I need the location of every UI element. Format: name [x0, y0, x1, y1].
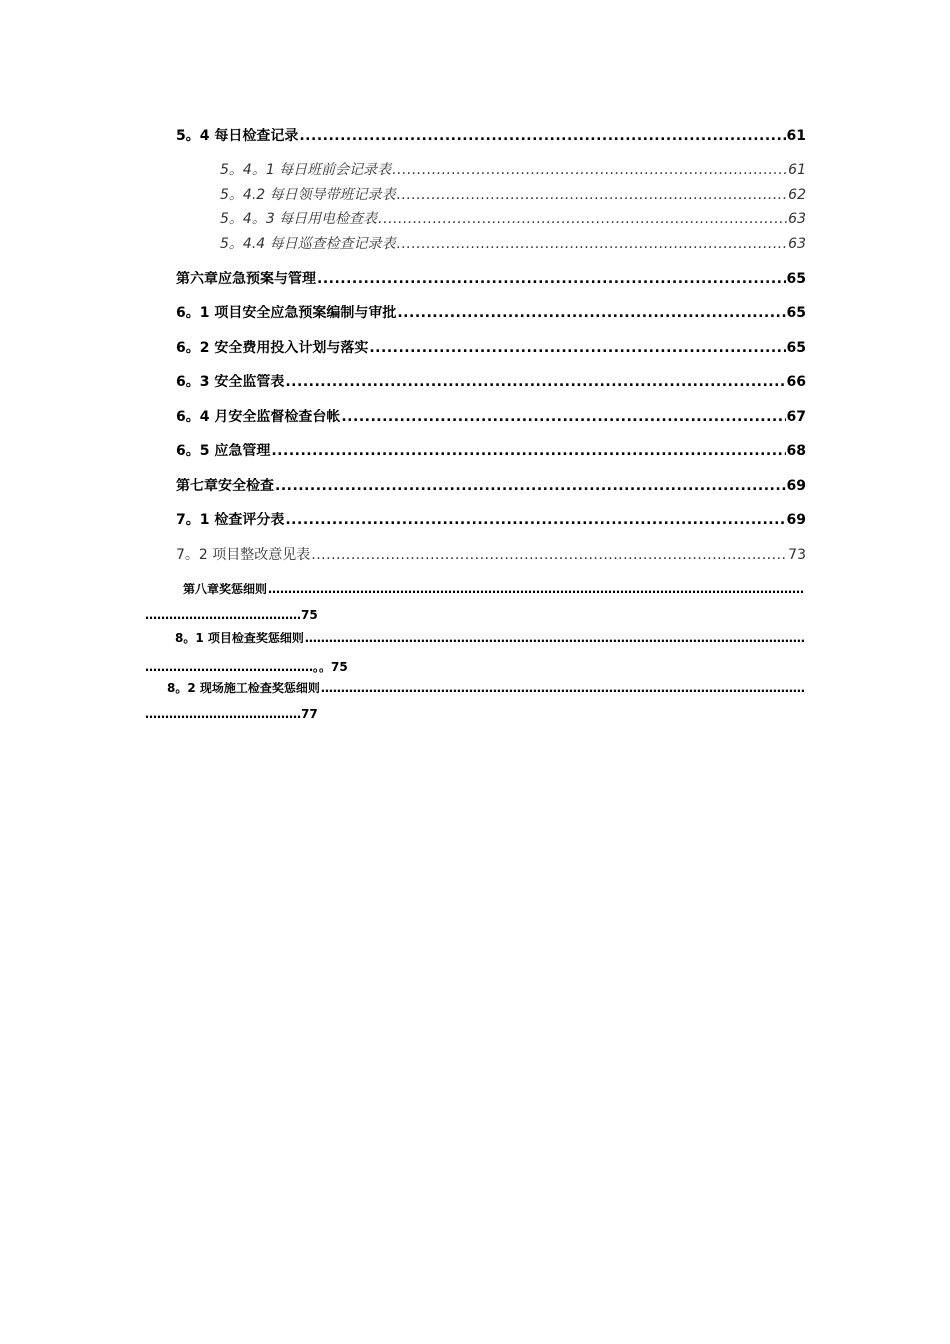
toc-leader-dots — [285, 374, 785, 391]
toc-leader-dots — [341, 409, 785, 426]
toc-leader-dots — [397, 187, 788, 204]
toc-entry-title: 6。4 月安全监督检查台帐 — [176, 409, 341, 425]
toc-entry[interactable] — [220, 211, 806, 228]
toc-entry[interactable] — [176, 128, 806, 145]
toc-entry-page: 66 — [786, 374, 806, 390]
toc-leader-dots — [397, 305, 785, 322]
toc-leader-dots — [299, 128, 785, 145]
toc-entry-wrapped[interactable] — [167, 682, 805, 694]
toc-leader-dots — [275, 478, 786, 495]
toc-entry-page: 67 — [786, 409, 806, 425]
toc-entry-continuation: ……………………………………。。75 — [145, 660, 348, 674]
toc-entry-title: 第八章奖惩细则 — [183, 583, 268, 595]
toc-entry-title: 7。1 检查评分表 — [176, 512, 285, 528]
toc-entry-page: 63 — [788, 236, 806, 252]
toc-entry-title: 第六章应急预案与管理 — [176, 271, 316, 287]
toc-entry-title: 7。2 项目整改意见表 — [176, 547, 311, 563]
toc-entry-page: 65 — [786, 271, 806, 287]
toc-entry-title: 5。4 每日检查记录 — [176, 128, 299, 144]
toc-entry-page: 63 — [788, 211, 806, 227]
toc-entry-title: 8。2 现场施工检查奖惩细则 — [167, 682, 320, 694]
toc-entry[interactable] — [176, 305, 806, 322]
toc-entry[interactable] — [176, 512, 806, 529]
toc-leader-dots — [378, 211, 787, 228]
toc-leader-dots — [369, 340, 785, 357]
toc-entry[interactable] — [220, 187, 806, 204]
toc-entry[interactable] — [220, 236, 806, 253]
toc-entry-page: 69 — [786, 478, 806, 494]
toc-entry[interactable] — [176, 271, 806, 288]
toc-entry-page: 62 — [788, 187, 806, 203]
toc-leader-dots — [271, 443, 785, 460]
toc-entry-continuation: …………………………………77 — [145, 707, 318, 721]
toc-entry[interactable] — [176, 374, 806, 391]
toc-entry[interactable] — [176, 547, 806, 564]
toc-entry-title: 6。2 安全费用投入计划与落实 — [176, 340, 369, 356]
toc-entry-title: 6。3 安全监管表 — [176, 374, 285, 390]
toc-entry-title: 5。4。1 每日班前会记录表 — [220, 162, 392, 178]
toc-entry[interactable] — [220, 162, 806, 179]
toc-entry-title: 第七章安全检查 — [176, 478, 274, 494]
toc-entry[interactable] — [176, 409, 806, 426]
toc-leader-dots — [397, 236, 788, 253]
toc-entry[interactable] — [176, 340, 806, 357]
toc-leader-dots — [392, 162, 787, 179]
toc-entry-page: 61 — [788, 162, 806, 178]
toc-entry-title: 5。4。3 每日用电检查表 — [220, 211, 378, 227]
toc-entry-page: 61 — [786, 128, 806, 144]
toc-entry-title: 6。1 项目安全应急预案编制与审批 — [176, 305, 397, 321]
toc-leader-dots — [311, 547, 787, 564]
toc-entry[interactable] — [176, 443, 806, 460]
toc-entry-page: 65 — [786, 340, 806, 356]
toc-leader-dots — [285, 512, 785, 529]
toc-leader-dots — [317, 271, 786, 288]
toc-leader-dots — [305, 632, 804, 644]
toc-entry-continuation: …………………………………75 — [145, 608, 318, 622]
toc-entry-wrapped[interactable] — [183, 583, 805, 595]
toc-entry[interactable] — [176, 478, 806, 495]
toc-leader-dots — [268, 583, 804, 595]
toc-entry-title: 8。1 项目检查奖惩细则 — [175, 632, 304, 644]
toc-entry-title: 5。4.4 每日巡查检查记录表 — [220, 236, 396, 252]
toc-entry-title: 5。4.2 每日领导带班记录表 — [220, 187, 396, 203]
toc-leader-dots — [321, 682, 804, 694]
toc-entry-page: 68 — [786, 443, 806, 459]
toc-entry-page: 73 — [788, 547, 806, 563]
toc-entry-wrapped[interactable] — [175, 632, 805, 644]
toc-entry-page: 65 — [786, 305, 806, 321]
toc-entry-page: 69 — [786, 512, 806, 528]
toc-entry-title: 6。5 应急管理 — [176, 443, 271, 459]
